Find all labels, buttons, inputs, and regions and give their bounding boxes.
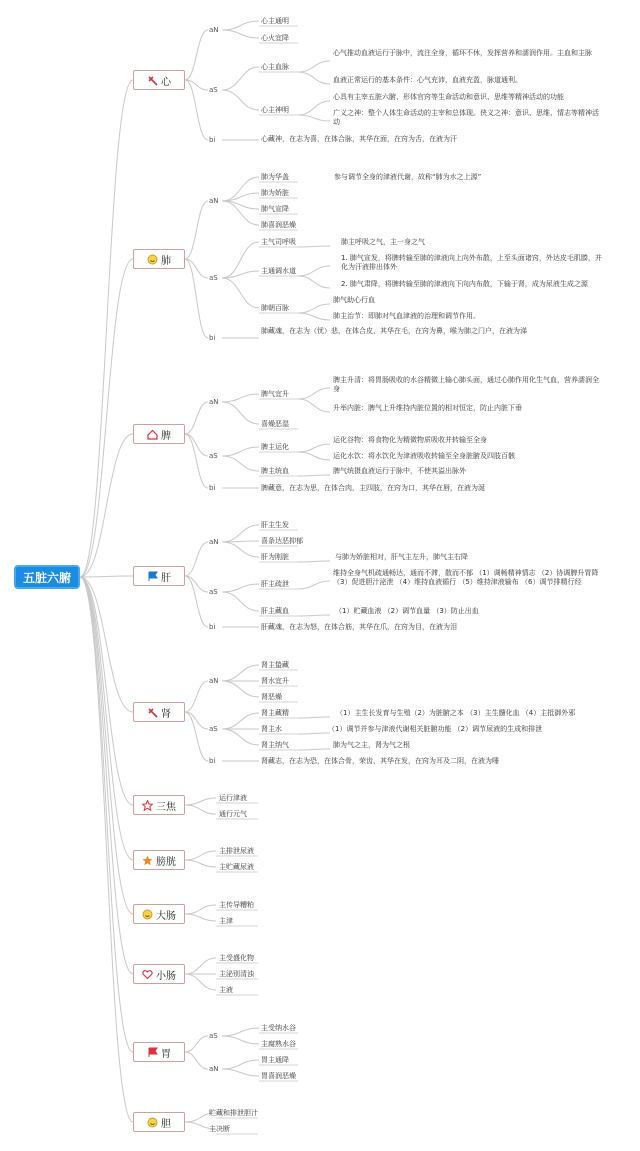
detail-node: （1）调节并参与津液代谢相关脏腑功能 （2）调节尿液的生成和排泄 — [328, 725, 543, 733]
detail-node: 肺为气之主，肾为气之根 — [333, 741, 410, 749]
connector-line — [185, 542, 208, 576]
connector-line — [222, 67, 259, 90]
branch-label: aS — [209, 274, 218, 282]
summary-node: 脾藏意，在志为思，在体合肉，主四肢，在窍为口，其华在唇，在液为涎 — [261, 484, 485, 492]
organ-node-large-intestine[interactable] — [133, 904, 185, 924]
topic-node: 胃主通降 — [261, 1056, 289, 1064]
connector-line — [298, 615, 330, 616]
detail-node: 与肺为娇脏相对，肝气主左升，肺气主右降 — [335, 553, 468, 561]
organ-node-small-intestine[interactable] — [133, 964, 185, 984]
connector-line — [185, 805, 216, 814]
connector-line — [298, 475, 330, 476]
connector-line — [80, 577, 133, 974]
topic-node: 脾主运化 — [261, 443, 289, 451]
topic-node: 肾主水 — [261, 725, 282, 733]
connector-line — [222, 729, 259, 745]
topic-node: 肺朝百脉 — [261, 304, 289, 312]
organ-label: 小肠 — [156, 970, 176, 982]
connector-line — [298, 717, 330, 718]
topic-node: 肺为娇脏 — [261, 189, 289, 197]
connector-line — [185, 958, 216, 974]
topic-node: 肾主蛰藏 — [261, 661, 289, 669]
topic-node: 肺喜润恶燥 — [261, 221, 296, 229]
topic-node: 肝主藏血 — [261, 607, 289, 615]
topic-node: 肺气宣降 — [261, 205, 289, 213]
connector-line — [80, 434, 133, 577]
connector-line — [222, 1060, 259, 1069]
connector-line — [222, 525, 259, 542]
organ-node-bladder[interactable] — [133, 850, 185, 870]
branch-label: bi — [209, 334, 216, 342]
detail-node: 肺气助心行血 — [333, 296, 375, 304]
detail-node: 心具有主宰五脏六腑、形体官窍等生命活动和意识、思维等精神活动的功能 — [333, 93, 564, 101]
topic-node: 心主神明 — [261, 106, 289, 114]
connector-line — [222, 1069, 259, 1076]
connector-line — [298, 749, 330, 750]
branch-label: bi — [209, 484, 216, 492]
topic-node: 主津 — [219, 917, 233, 925]
branch-label: aN — [209, 677, 219, 685]
connector-line — [222, 447, 259, 456]
connector-line — [185, 974, 216, 990]
topic-node: 主泌别清浊 — [219, 970, 254, 978]
connector-line — [298, 733, 330, 734]
connector-line — [222, 665, 259, 681]
flag-icon — [147, 571, 158, 582]
organ-label: 胆 — [161, 1118, 171, 1130]
topic-node: 喜条达恶抑郁 — [261, 537, 303, 545]
smiley-icon — [147, 1117, 158, 1128]
smiley-icon — [142, 909, 153, 920]
detail-node: 运化水饮：将水饮化为津液吸收转输至全身脏腑及四肢百骸 — [333, 452, 515, 460]
branch-label: bi — [209, 757, 216, 765]
topic-node: 心火宜降 — [261, 34, 289, 42]
connector-line — [298, 115, 330, 121]
connector-line — [298, 246, 330, 247]
connector-line — [185, 860, 216, 867]
connector-line — [185, 434, 208, 456]
connector-line — [222, 592, 259, 611]
branch-label: aS — [209, 452, 218, 460]
connector-line — [298, 561, 330, 562]
connector-line — [298, 313, 330, 320]
organ-label: 心 — [161, 76, 171, 88]
organ-node-lung[interactable] — [133, 249, 185, 269]
connector-line — [222, 681, 259, 697]
branch-label: aN — [209, 197, 219, 205]
organ-node-heart[interactable] — [133, 70, 185, 90]
connector-line — [222, 1036, 259, 1044]
branch-label: bi — [209, 136, 216, 144]
branch-label: aN — [209, 1065, 219, 1073]
branch-label: aN — [209, 538, 219, 546]
connector-line — [222, 242, 259, 278]
branch-label: aN — [209, 26, 219, 34]
branch-label: aS — [209, 86, 218, 94]
connector-line — [222, 584, 259, 592]
detail-node: 维持全身气机疏通畅达，通而不滞，散而不郁 （1）调畅精神情志 （2）协调脾升胃降 （3）促进胆汁泌泄 （4）维持血液循行 （5）维持津液输布 （6）调节排精行经 — [333, 569, 599, 586]
organ-label: 膀胱 — [156, 856, 176, 868]
connector-line — [185, 712, 208, 761]
connector-line — [298, 101, 330, 115]
connector-line — [222, 402, 259, 424]
topic-node: 肝主生发 — [261, 521, 289, 529]
connector-line — [298, 266, 330, 276]
topic-node: 主受纳水谷 — [261, 1024, 296, 1032]
connector-line — [185, 851, 216, 860]
detail-node: 血液正常运行的基本条件：心气充沛，血液充盈，脉道通利。 — [333, 76, 522, 84]
root-node[interactable]: 五脏六腑 — [14, 565, 80, 589]
connector-line — [222, 713, 259, 729]
topic-node: 喜燥恶湿 — [261, 420, 289, 428]
topic-node: 心主血脉 — [261, 63, 289, 71]
connector-line — [298, 399, 330, 412]
topic-node: 肝主疏泄 — [261, 580, 289, 588]
summary-node: 肾藏志，在志为恐，在体合骨，荣齿，其华在发，在窍为耳及二阴，在液为唾 — [261, 757, 499, 765]
connector-line — [298, 304, 330, 313]
organ-label: 胃 — [161, 1048, 171, 1060]
connector-line — [80, 576, 133, 577]
topic-node: 心主通明 — [261, 17, 289, 25]
connector-line — [80, 259, 133, 577]
branch-label: aN — [209, 398, 219, 406]
connector-line — [298, 388, 330, 399]
connector-line — [185, 914, 216, 921]
star-icon — [142, 855, 153, 866]
connector-line — [298, 61, 330, 72]
detail-node: 肺主治节：即肺对气血津液的治理和调节作用。 — [333, 312, 480, 320]
organ-node-liver[interactable] — [133, 566, 185, 586]
flag-icon — [147, 1047, 158, 1058]
star-outline-icon — [142, 800, 153, 811]
connector-line — [185, 30, 208, 80]
organ-node-stomach[interactable] — [133, 1042, 185, 1062]
topic-node: 肾水宜升 — [261, 677, 289, 685]
topic-node: 主气司呼吸 — [261, 238, 296, 246]
connector-line — [222, 21, 259, 30]
detail-node: 脾气统摄血液运行于脉中，不使其溢出脉外 — [333, 467, 466, 475]
organ-label: 大肠 — [156, 910, 176, 922]
topic-node: 主决断 — [209, 1125, 230, 1133]
branch-label: aS — [209, 1032, 218, 1040]
connector-line — [222, 394, 259, 402]
summary-node: 肝藏魂，在志为怒，在体合筋，其华在爪，在窍为目，在液为泪 — [261, 623, 457, 631]
connector-line — [80, 577, 133, 914]
detail-node: 运化谷物：将食物化为精微物质吸收并转输至全身 — [333, 436, 487, 444]
connector-line — [185, 905, 216, 914]
detail-node: 心气推动血液运行于脉中，流注全身，循环不休，发挥营养和濡润作用。主血和主脉 — [333, 49, 592, 57]
connector-line — [80, 577, 133, 1052]
detail-node: （1）贮藏血液 （2）调节血量 （3）防止出血 — [335, 607, 479, 615]
topic-node: 主排泄尿液 — [219, 847, 254, 855]
organ-label: 肾 — [161, 708, 171, 720]
organ-label: 脾 — [161, 430, 171, 442]
detail-node: 广义之神：整个人体生命活动的主宰和总体现。侠义之神：意识、思维、情志等精神活动 — [333, 109, 599, 126]
organ-node-kidney[interactable] — [133, 702, 185, 722]
tools-icon — [147, 707, 158, 718]
connector-line — [185, 681, 208, 712]
detail-node: 脾主升清：将胃肠吸收的水谷精微上输心肺头面，通过心肺作用化生气血，营养濡润全身 — [333, 376, 599, 393]
topic-node: 主通调水道 — [261, 267, 296, 275]
connector-line — [298, 276, 330, 288]
connector-line — [222, 30, 259, 38]
topic-node: 脾主统血 — [261, 467, 289, 475]
topic-node: 贮藏和排泄胆汁 — [209, 1109, 258, 1117]
organ-node-gallbladder[interactable] — [133, 1112, 185, 1132]
topic-node: 肝为刚脏 — [261, 553, 289, 561]
connector-line — [298, 452, 330, 460]
connector-line — [80, 80, 133, 577]
summary-node: 心藏神，在志为喜，在体合脉，其华在面，在窍为舌，在液为汗 — [261, 135, 457, 143]
topic-node: 主贮藏尿液 — [219, 863, 254, 871]
connector-line — [222, 1028, 259, 1036]
organ-label: 三焦 — [156, 801, 176, 813]
topic-node: 肾主藏精 — [261, 709, 289, 717]
topic-node: 主液 — [219, 986, 233, 994]
detail-node: 1. 肺气宣发，将脾转输至肺的津液向上向外布散，上至头面诸窍，外达皮毛肌腠，并化为汗液排出体外 — [341, 254, 602, 271]
organ-label: 肝 — [161, 572, 171, 584]
topic-node: 肾恶燥 — [261, 693, 282, 701]
connector-line — [185, 712, 208, 729]
connector-line — [222, 278, 259, 308]
branch-label: aS — [209, 588, 218, 596]
connector-line — [298, 581, 330, 589]
connector-line — [185, 1036, 208, 1052]
detail-node: （1）主生长发育与生殖（2）为脏腑之本 （3）主生髓化血 （4）主抵御外邪 — [336, 709, 576, 717]
topic-node: 主受盛化物 — [219, 954, 254, 962]
organ-node-sanjiao[interactable] — [133, 795, 185, 815]
heart-icon — [142, 969, 153, 980]
connector-line — [185, 402, 208, 434]
connector-line — [185, 1052, 208, 1069]
connector-line — [222, 456, 259, 471]
detail-node: 参与调节全身的津液代谢，故称“肺为水之上源” — [334, 173, 482, 181]
branch-label: bi — [209, 623, 216, 631]
branch-label: aS — [209, 725, 218, 733]
topic-node: 主传导糟粕 — [219, 901, 254, 909]
detail-node: 升举内脏：脾气上升维持内脏位置的相对恒定，防止内脏下垂 — [333, 404, 522, 412]
connector-line — [185, 434, 208, 488]
detail-node: 2. 肺气肃降，将脾转输至肺的津液向下向内布散，下输于肾，成为尿液生成之源 — [341, 280, 588, 288]
topic-node: 主腐熟水谷 — [261, 1040, 296, 1048]
connector-line — [298, 72, 330, 84]
topic-node: 胃喜润恶燥 — [261, 1072, 296, 1080]
topic-node: 肺为华盖 — [261, 173, 289, 181]
topic-node: 肾主纳气 — [261, 741, 289, 749]
home-icon — [147, 429, 158, 440]
connector-line — [185, 80, 208, 140]
summary-node: 肺藏魂，在志为（忧）悲，在体合皮，其华在毛，在窍为鼻，喉为肺之门户，在液为涕 — [261, 327, 527, 335]
tools-icon — [147, 75, 158, 86]
topic-node: 运行津液 — [219, 794, 247, 802]
connector-line — [185, 798, 216, 805]
connector-line — [185, 259, 208, 338]
connector-line — [185, 201, 208, 259]
topic-node: 脾气宜升 — [261, 390, 289, 398]
connector-line — [222, 90, 259, 110]
smiley-icon — [147, 254, 158, 265]
connector-line — [298, 444, 330, 452]
organ-label: 肺 — [161, 255, 171, 267]
topic-node: 通行元气 — [219, 810, 247, 818]
organ-node-spleen[interactable] — [133, 424, 185, 444]
connector-line — [222, 542, 259, 557]
detail-node: 肺主呼吸之气，主一身之气 — [341, 238, 425, 246]
